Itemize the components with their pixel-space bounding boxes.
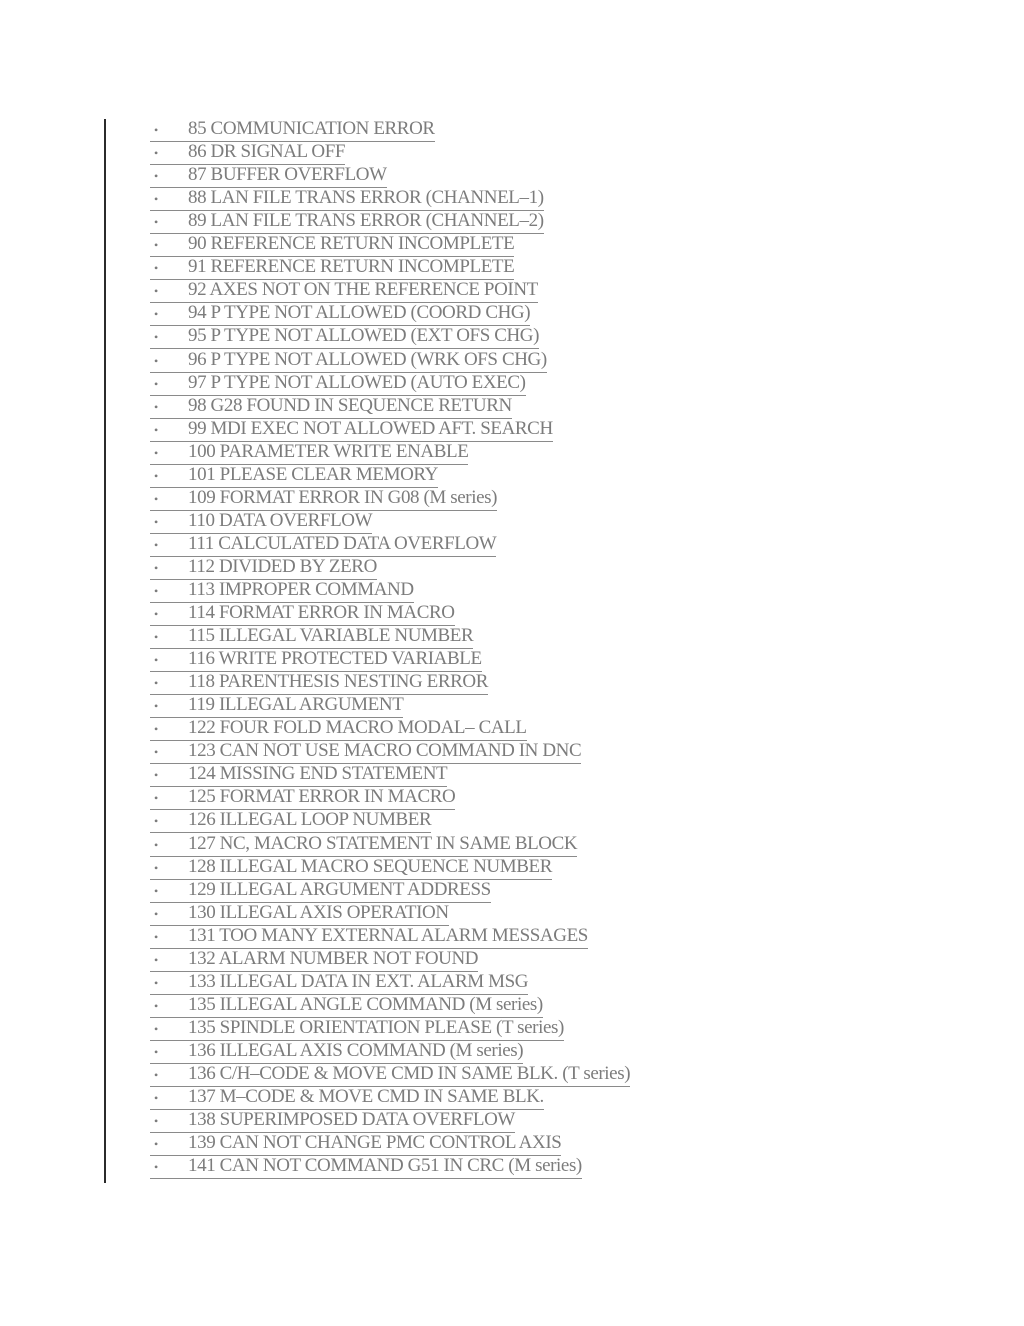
- alarm-label: 136 ILLEGAL AXIS COMMAND (M series): [188, 1039, 524, 1061]
- alarm-label: 116 WRITE PROTECTED VARIABLE: [188, 648, 482, 670]
- alarm-label: 111 CALCULATED DATA OVERFLOW: [188, 532, 497, 554]
- alarm-link[interactable]: [150, 925, 588, 949]
- list-item: [150, 419, 850, 442]
- bullet-icon: •: [154, 998, 158, 1013]
- bullet-icon: •: [154, 630, 158, 645]
- alarm-link[interactable]: [150, 902, 449, 926]
- alarm-label: 141 CAN NOT COMMAND G51 IN CRC (M series): [188, 1155, 582, 1177]
- list-item: [150, 764, 850, 787]
- list-item: [150, 1156, 850, 1179]
- bullet-icon: •: [154, 906, 158, 921]
- list-item: [150, 580, 850, 603]
- list-item: [150, 718, 850, 741]
- alarm-label: 138 SUPERIMPOSED DATA OVERFLOW: [188, 1109, 515, 1131]
- list-item: [150, 995, 850, 1018]
- bullet-icon: •: [154, 1067, 158, 1082]
- list-item: [150, 649, 850, 672]
- alarm-link[interactable]: [150, 302, 530, 326]
- alarm-label: 136 C/H–CODE & MOVE CMD IN SAME BLK. (T series): [188, 1062, 631, 1084]
- alarm-label: 127 NC, MACRO STATEMENT IN SAME BLOCK: [188, 832, 578, 854]
- bullet-icon: •: [154, 261, 158, 276]
- list-item: [150, 741, 850, 764]
- left-margin-bar: [104, 119, 106, 1183]
- alarm-link[interactable]: [150, 1017, 564, 1041]
- list-item: [150, 326, 850, 349]
- bullet-icon: •: [154, 123, 158, 138]
- bullet-icon: •: [154, 1160, 158, 1175]
- alarm-link[interactable]: [150, 1155, 582, 1179]
- alarm-link[interactable]: [150, 671, 488, 695]
- alarm-label: 115 ILLEGAL VARIABLE NUMBER: [188, 625, 474, 647]
- list-item: [150, 234, 850, 257]
- list-item: [150, 465, 850, 488]
- bullet-icon: •: [154, 929, 158, 944]
- list-item: [150, 1018, 850, 1041]
- bullet-icon: •: [154, 975, 158, 990]
- alarm-link[interactable]: [150, 464, 438, 488]
- list-item: [150, 280, 850, 303]
- bullet-icon: •: [154, 146, 158, 161]
- bullet-icon: •: [154, 307, 158, 322]
- bullet-icon: •: [154, 699, 158, 714]
- alarm-label: 139 CAN NOT CHANGE PMC CONTROL AXIS: [188, 1132, 562, 1154]
- list-item: [150, 257, 850, 280]
- list-item: [150, 603, 850, 626]
- alarm-label: 96 P TYPE NOT ALLOWED (WRK OFS CHG): [188, 348, 547, 370]
- bullet-icon: •: [154, 791, 158, 806]
- alarm-label: 110 DATA OVERFLOW: [188, 509, 373, 531]
- bullet-icon: •: [154, 837, 158, 852]
- bullet-icon: •: [154, 1091, 158, 1106]
- alarm-link[interactable]: [150, 648, 482, 672]
- bullet-icon: •: [154, 1044, 158, 1059]
- list-item: [150, 1087, 850, 1110]
- list-item: [150, 373, 850, 396]
- alarm-link[interactable]: [150, 441, 468, 465]
- alarm-link[interactable]: [150, 809, 431, 833]
- alarm-link[interactable]: [150, 510, 372, 534]
- alarm-link[interactable]: [150, 487, 497, 511]
- alarm-link[interactable]: [150, 1132, 561, 1156]
- bullet-icon: •: [154, 560, 158, 575]
- alarm-link[interactable]: [150, 210, 544, 234]
- alarm-link[interactable]: [150, 279, 538, 303]
- list-item: [150, 349, 850, 372]
- bullet-icon: •: [154, 330, 158, 345]
- alarm-link[interactable]: [150, 786, 455, 810]
- list-item: [150, 188, 850, 211]
- alarm-link[interactable]: [150, 349, 547, 373]
- bullet-icon: •: [154, 284, 158, 299]
- alarm-link[interactable]: [150, 625, 473, 649]
- list-item: [150, 511, 850, 534]
- bullet-icon: •: [154, 768, 158, 783]
- bullet-icon: •: [154, 883, 158, 898]
- alarm-label: 130 ILLEGAL AXIS OPERATION: [188, 901, 449, 923]
- bullet-icon: •: [154, 399, 158, 414]
- bullet-icon: •: [154, 1137, 158, 1152]
- list-item: [150, 442, 850, 465]
- alarm-link[interactable]: [150, 164, 387, 188]
- bullet-icon: •: [154, 192, 158, 207]
- bullet-icon: •: [154, 353, 158, 368]
- list-item: [150, 787, 850, 810]
- alarm-label: 97 P TYPE NOT ALLOWED (AUTO EXEC): [188, 371, 526, 393]
- bullet-icon: •: [154, 722, 158, 737]
- list-item: [150, 557, 850, 580]
- list-item: [150, 972, 850, 995]
- alarm-link[interactable]: [150, 740, 581, 764]
- alarm-link[interactable]: [150, 1109, 515, 1133]
- alarm-link[interactable]: [150, 256, 514, 280]
- alarm-list: [150, 119, 850, 1179]
- alarm-label: 135 SPINDLE ORIENTATION PLEASE (T series): [188, 1016, 564, 1038]
- list-item: [150, 926, 850, 949]
- list-item: [150, 165, 850, 188]
- alarm-label: 137 M–CODE & MOVE CMD IN SAME BLK.: [188, 1086, 544, 1108]
- bullet-icon: •: [154, 215, 158, 230]
- alarm-label: 99 MDI EXEC NOT ALLOWED AFT. SEARCH: [188, 417, 553, 439]
- alarm-label: 98 G28 FOUND IN SEQUENCE RETURN: [188, 394, 512, 416]
- bullet-icon: •: [154, 1021, 158, 1036]
- list-item: [150, 810, 850, 833]
- bullet-icon: •: [154, 952, 158, 967]
- alarm-label: 109 FORMAT ERROR IN G08 (M series): [188, 486, 498, 508]
- alarm-label: 125 FORMAT ERROR IN MACRO: [188, 786, 456, 808]
- alarm-link[interactable]: [150, 1063, 630, 1087]
- alarm-label: 113 IMPROPER COMMAND: [188, 578, 414, 600]
- alarm-link[interactable]: [150, 579, 414, 603]
- alarm-link[interactable]: [150, 694, 403, 718]
- bullet-icon: •: [154, 1114, 158, 1129]
- alarm-link[interactable]: [150, 556, 377, 580]
- alarm-link[interactable]: [150, 187, 544, 211]
- alarm-label: 101 PLEASE CLEAR MEMORY: [188, 463, 438, 485]
- alarm-link[interactable]: [150, 418, 553, 442]
- alarm-link[interactable]: [150, 533, 496, 557]
- alarm-label: 131 TOO MANY EXTERNAL ALARM MESSAGES: [188, 924, 588, 946]
- alarm-label: 89 LAN FILE TRANS ERROR (CHANNEL–2): [188, 210, 544, 232]
- alarm-link[interactable]: [150, 994, 543, 1018]
- alarm-label: 126 ILLEGAL LOOP NUMBER: [188, 809, 432, 831]
- alarm-link[interactable]: [150, 971, 528, 995]
- list-item: [150, 949, 850, 972]
- list-item: [150, 833, 850, 856]
- alarm-label: 94 P TYPE NOT ALLOWED (COORD CHG): [188, 302, 531, 324]
- bullet-icon: •: [154, 676, 158, 691]
- alarm-label: 112 DIVIDED BY ZERO: [188, 555, 377, 577]
- alarm-label: 132 ALARM NUMBER NOT FOUND: [188, 947, 479, 969]
- alarm-link[interactable]: [150, 372, 526, 396]
- list-item: [150, 534, 850, 557]
- bullet-icon: •: [154, 491, 158, 506]
- alarm-link[interactable]: [150, 879, 491, 903]
- list-item: [150, 695, 850, 718]
- alarm-link[interactable]: [150, 1086, 544, 1110]
- list-item: [150, 488, 850, 511]
- alarm-link[interactable]: [150, 717, 527, 741]
- alarm-label: 92 AXES NOT ON THE REFERENCE POINT: [188, 279, 538, 301]
- bullet-icon: •: [154, 814, 158, 829]
- alarm-label: 129 ILLEGAL ARGUMENT ADDRESS: [188, 878, 491, 900]
- alarm-label: 114 FORMAT ERROR IN MACRO: [188, 602, 455, 624]
- bullet-icon: •: [154, 607, 158, 622]
- bullet-icon: •: [154, 860, 158, 875]
- alarm-link[interactable]: [150, 118, 435, 142]
- bullet-icon: •: [154, 583, 158, 598]
- alarm-label: 90 REFERENCE RETURN INCOMPLETE: [188, 233, 515, 255]
- alarm-label: 128 ILLEGAL MACRO SEQUENCE NUMBER: [188, 855, 552, 877]
- alarm-label: 118 PARENTHESIS NESTING ERROR: [188, 671, 488, 693]
- bullet-icon: •: [154, 653, 158, 668]
- alarm-link[interactable]: [150, 325, 539, 349]
- alarm-label: 88 LAN FILE TRANS ERROR (CHANNEL–1): [188, 187, 544, 209]
- alarm-link[interactable]: [150, 141, 345, 165]
- list-item: [150, 142, 850, 165]
- alarm-label: 87 BUFFER OVERFLOW: [188, 164, 387, 186]
- alarm-label: 100 PARAMETER WRITE ENABLE: [188, 440, 469, 462]
- list-item: [150, 1133, 850, 1156]
- alarm-link[interactable]: [150, 856, 552, 880]
- list-item: [150, 1064, 850, 1087]
- alarm-label: 122 FOUR FOLD MACRO MODAL– CALL: [188, 717, 527, 739]
- alarm-label: 123 CAN NOT USE MACRO COMMAND IN DNC: [188, 740, 582, 762]
- list-item: [150, 1110, 850, 1133]
- alarm-label: 119 ILLEGAL ARGUMENT: [188, 694, 404, 716]
- list-item: [150, 119, 850, 142]
- bullet-icon: •: [154, 445, 158, 460]
- alarm-link[interactable]: [150, 948, 478, 972]
- list-item: [150, 857, 850, 880]
- list-item: [150, 880, 850, 903]
- list-item: [150, 303, 850, 326]
- alarm-link[interactable]: [150, 233, 514, 257]
- bullet-icon: •: [154, 422, 158, 437]
- bullet-icon: •: [154, 468, 158, 483]
- alarm-label: 95 P TYPE NOT ALLOWED (EXT OFS CHG): [188, 325, 540, 347]
- bullet-icon: •: [154, 537, 158, 552]
- alarm-link[interactable]: [150, 833, 577, 857]
- alarm-link[interactable]: [150, 602, 455, 626]
- bullet-icon: •: [154, 376, 158, 391]
- bullet-icon: •: [154, 745, 158, 760]
- list-item: [150, 672, 850, 695]
- alarm-link[interactable]: [150, 763, 447, 787]
- bullet-icon: •: [154, 514, 158, 529]
- list-item: [150, 211, 850, 234]
- list-item: [150, 1041, 850, 1064]
- alarm-label: 86 DR SIGNAL OFF: [188, 141, 346, 163]
- bullet-icon: •: [154, 169, 158, 184]
- list-item: [150, 626, 850, 649]
- list-item: [150, 903, 850, 926]
- alarm-label: 85 COMMUNICATION ERROR: [188, 118, 435, 140]
- alarm-label: 135 ILLEGAL ANGLE COMMAND (M series): [188, 993, 543, 1015]
- alarm-label: 133 ILLEGAL DATA IN EXT. ALARM MSG: [188, 970, 529, 992]
- alarm-label: 124 MISSING END STATEMENT: [188, 763, 448, 785]
- alarm-label: 91 REFERENCE RETURN INCOMPLETE: [188, 256, 515, 278]
- alarm-link[interactable]: [150, 1040, 523, 1064]
- list-item: [150, 396, 850, 419]
- bullet-icon: •: [154, 238, 158, 253]
- alarm-link[interactable]: [150, 395, 512, 419]
